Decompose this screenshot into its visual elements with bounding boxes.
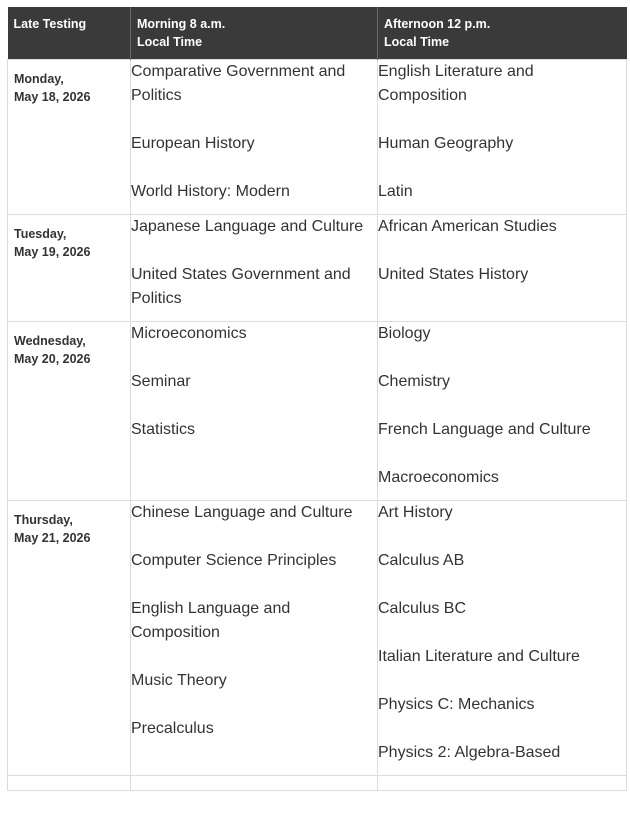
empty-cell — [378, 776, 627, 791]
day-date: May 21, 2026 — [14, 531, 91, 545]
exam-schedule-table — [7, 7, 627, 791]
exam-name: Calculus AB — [378, 552, 465, 569]
exam-name: Precalculus — [131, 720, 214, 737]
exam-name: Chemistry — [378, 373, 451, 390]
header-label: Late Testing — [13, 17, 87, 31]
day-name: Thursday, — [14, 513, 73, 527]
header-afternoon — [378, 7, 627, 60]
exam-name: Computer Science Principles — [131, 552, 337, 569]
table-row — [8, 60, 627, 215]
header-row — [8, 7, 627, 60]
header-late-testing — [8, 7, 131, 60]
exam-name: Japanese Language and Culture — [131, 218, 364, 235]
header-sublabel: Local Time — [384, 35, 450, 49]
morning-exams-cell — [131, 501, 378, 776]
header-label: Afternoon 12 p.m. — [384, 17, 491, 31]
day-cell — [8, 322, 131, 501]
exam-name: Microeconomics — [131, 325, 247, 342]
morning-exams-cell — [131, 215, 378, 322]
table-row-empty — [8, 776, 627, 791]
header-label: Morning 8 a.m. — [137, 17, 226, 31]
afternoon-exams-cell — [378, 60, 627, 215]
exam-name: European History — [131, 135, 255, 152]
exam-name: Physics 2: Algebra-Based — [378, 744, 561, 761]
exam-name: World History: Modern — [131, 183, 290, 200]
exam-name: English Language and Composition — [131, 600, 291, 641]
empty-cell — [8, 776, 131, 791]
exam-name: Biology — [378, 325, 431, 342]
table-row — [8, 322, 627, 501]
exam-name: Italian Literature and Culture — [378, 648, 580, 665]
day-cell — [8, 60, 131, 215]
exam-name: Macroeconomics — [378, 469, 499, 486]
exam-name: Art History — [378, 504, 453, 521]
day-date: May 20, 2026 — [14, 352, 91, 366]
morning-exams-cell — [131, 322, 378, 501]
afternoon-exams-cell — [378, 215, 627, 322]
day-name: Monday, — [14, 72, 64, 86]
table-row — [8, 501, 627, 776]
afternoon-exams-cell — [378, 501, 627, 776]
exam-name: English Literature and Composition — [378, 63, 534, 104]
exam-name: African American Studies — [378, 218, 557, 235]
exam-name: Music Theory — [131, 672, 227, 689]
morning-exams-cell — [131, 60, 378, 215]
day-name: Tuesday, — [14, 227, 67, 241]
table-row — [8, 215, 627, 322]
afternoon-exams-cell — [378, 322, 627, 501]
exam-name: Calculus BC — [378, 600, 467, 617]
day-name: Wednesday, — [14, 334, 86, 348]
day-cell — [8, 501, 131, 776]
exam-name: French Language and Culture — [378, 421, 591, 438]
header-sublabel: Local Time — [137, 35, 203, 49]
table-header — [8, 7, 627, 60]
exam-name: Comparative Government and Politics — [131, 63, 346, 104]
exam-name: Seminar — [131, 373, 191, 390]
day-date: May 19, 2026 — [14, 245, 91, 259]
exam-name: United States Government and Politics — [131, 266, 351, 307]
exam-name: Latin — [378, 183, 413, 200]
exam-name: Statistics — [131, 421, 196, 438]
exam-name: Human Geography — [378, 135, 514, 152]
day-date: May 18, 2026 — [14, 90, 91, 104]
table-body — [8, 60, 627, 791]
header-morning — [131, 7, 378, 60]
empty-cell — [131, 776, 378, 791]
exam-name: Chinese Language and Culture — [131, 504, 353, 521]
exam-name: Physics C: Mechanics — [378, 696, 535, 713]
exam-name: United States History — [378, 266, 529, 283]
day-cell — [8, 215, 131, 322]
